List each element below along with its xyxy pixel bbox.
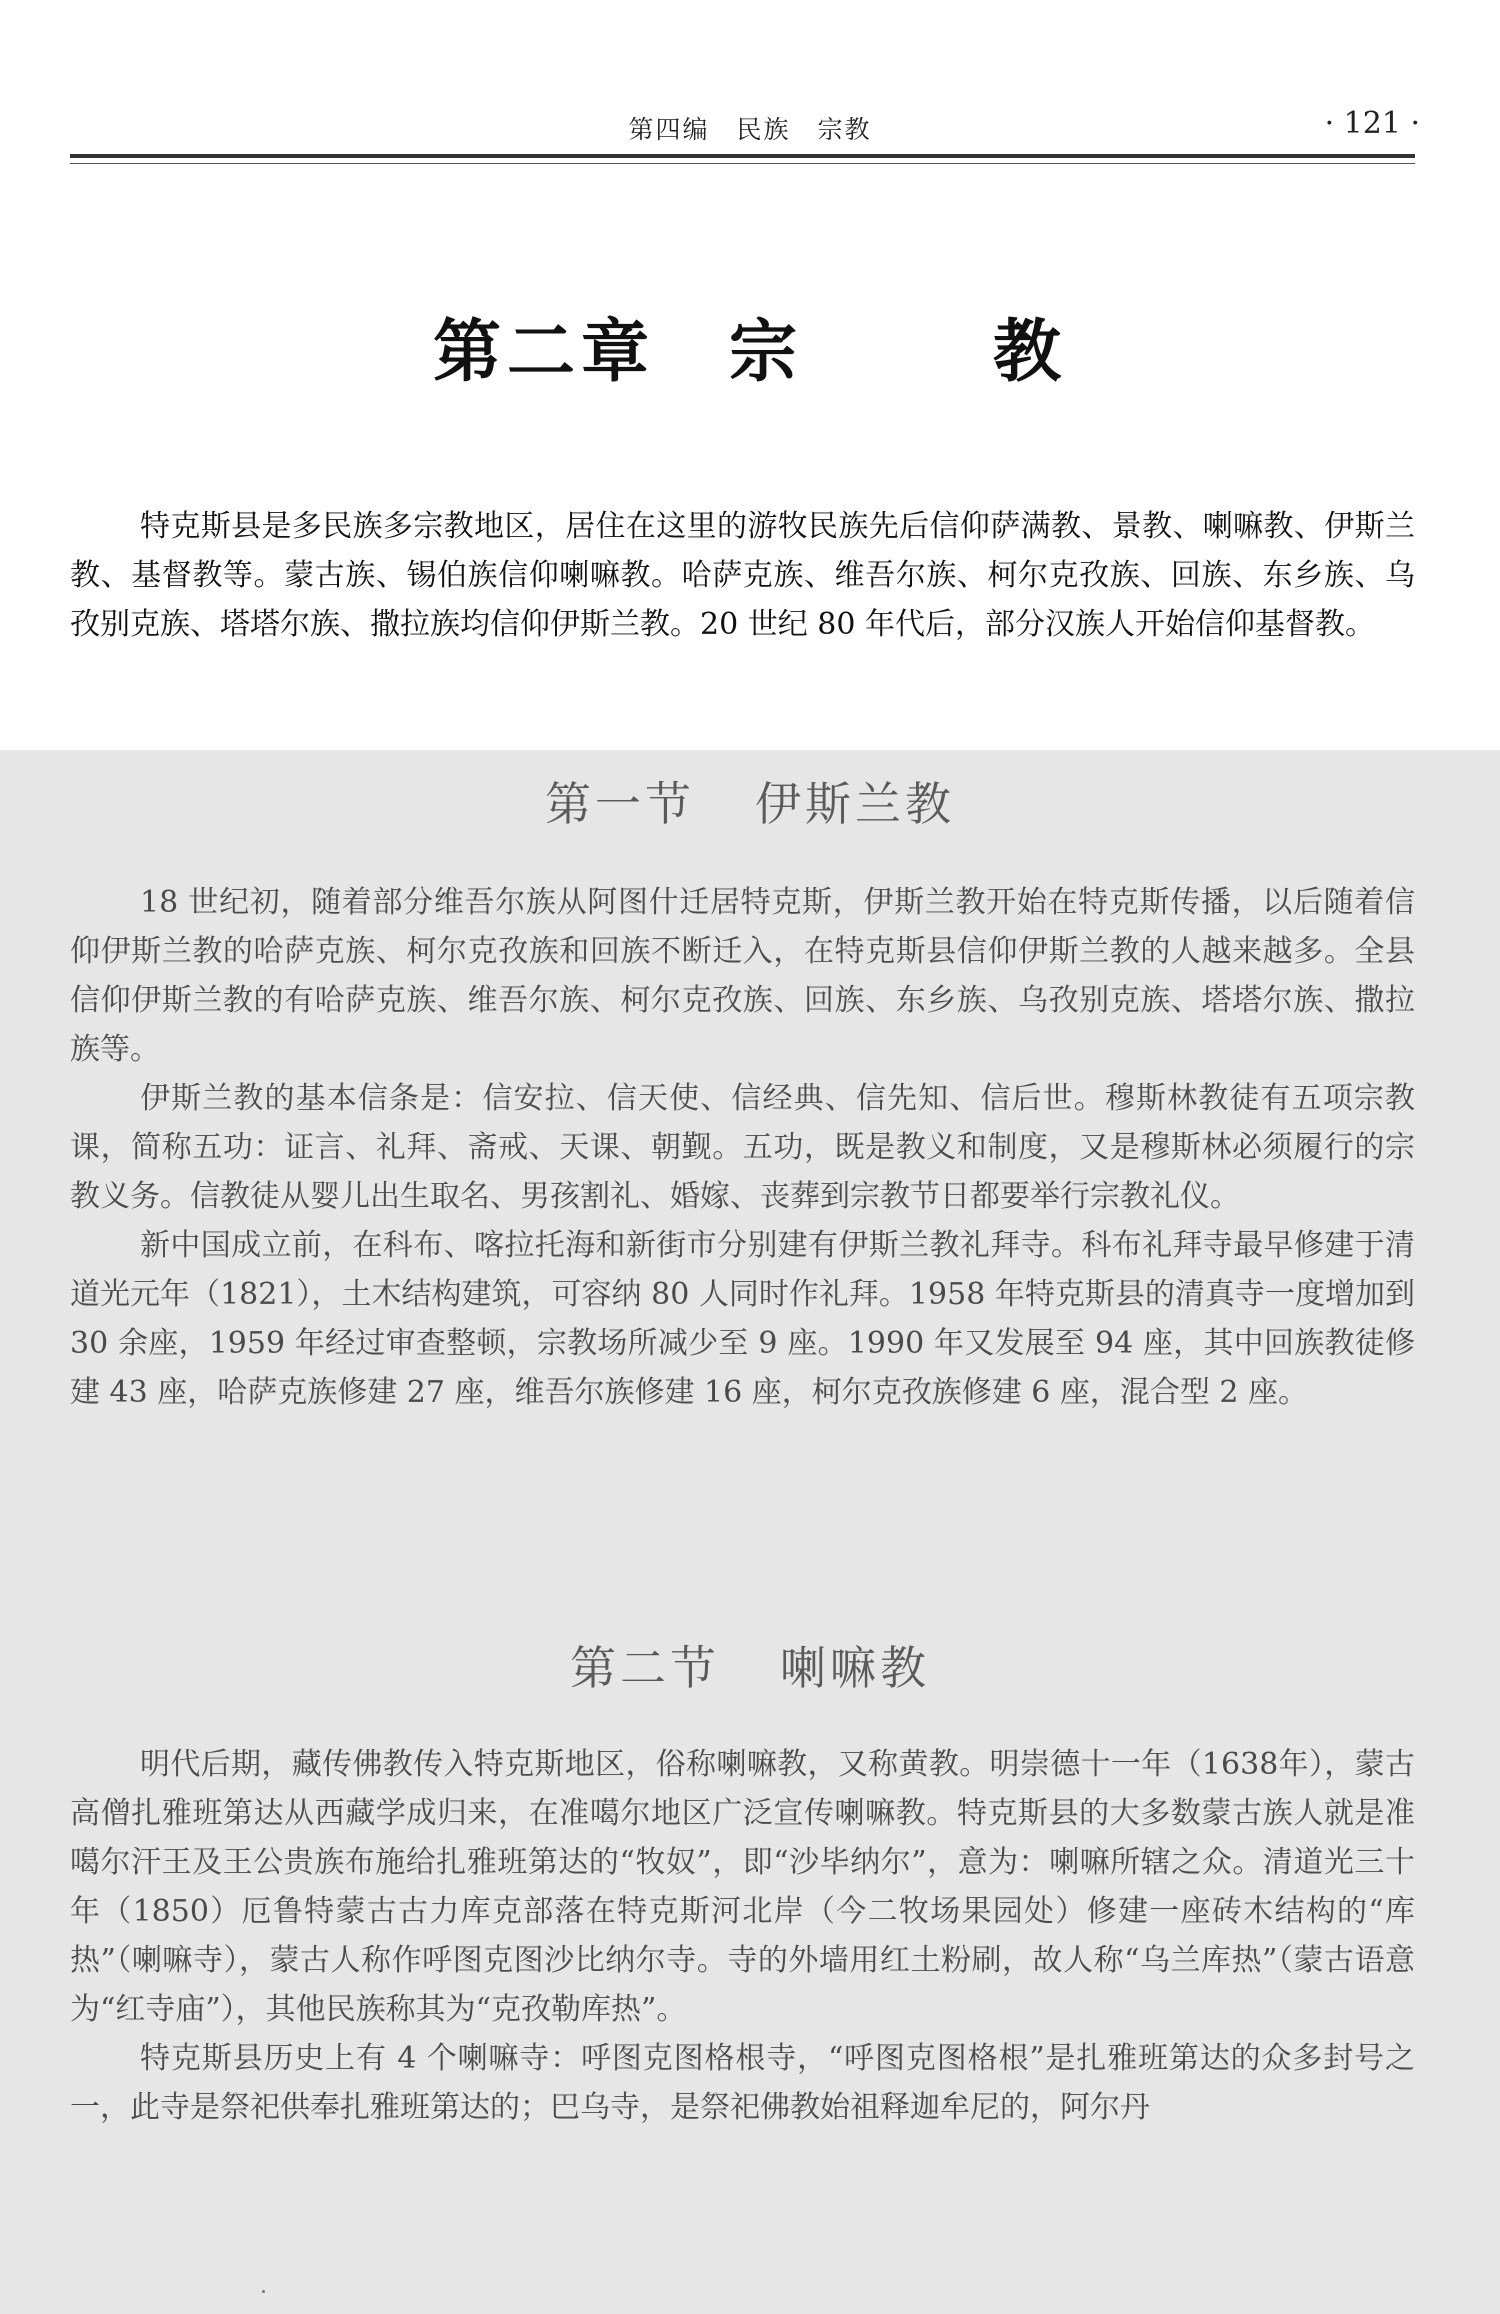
section-2-paragraph: 特克斯县历史上有 4 个喇嘛寺：呼图克图格根寺，“呼图克图格根”是扎雅班第达的众多封号之一，此寺是祭祀供奉扎雅班第达的；巴乌寺，是祭祀佛教始祖释迦牟尼的，阿尔丹 (70, 2041, 1415, 2125)
section-2-name: 喇嘛教 (780, 1641, 930, 1695)
section-2-title (0, 1632, 1500, 1698)
section-2-number: 第二节 (570, 1641, 720, 1695)
section-1-paragraph: 新中国成立前，在科布、喀拉托海和新街市分别建有伊斯兰教礼拜寺。科布礼拜寺最早修建于清道光元年（1821），土木结构建筑，可容纳 80 人同时作礼拜。1958 年特克斯县的清真寺一度增加到 30 余座，1959 年经过审查整顿，宗教场所减少至 9 座。1990 年又发展至 94 座，其中回族教徒修建 43 座，哈萨克族修建 27 座，维吾尔族修建 16 座，柯尔克孜族修建 6 座，混合型 2 座。 (70, 1228, 1415, 1410)
section-1-paragraph: 伊斯兰教的基本信条是：信安拉、信天使、信经典、信先知、信后世。穆斯林教徒有五项宗教课，简称五功：证言、礼拜、斋戒、天课、朝觐。五功，既是教义和制度，又是穆斯林必须履行的宗教义务。信教徒从婴儿出生取名、男孩割礼、婚嫁、丧葬到宗教节日都要举行宗教礼仪。 (70, 1081, 1415, 1214)
header-rule-thick (70, 154, 1415, 158)
running-header (0, 0, 1500, 160)
chapter-title-right: 教 (993, 313, 1068, 392)
scan-speck (262, 2290, 265, 2293)
chapter-title-left: 第二章 宗 (432, 313, 803, 392)
running-title: 第四编 民族 宗教 (628, 115, 872, 144)
chapter-title (0, 298, 1500, 395)
section-2-body (70, 1740, 1415, 2132)
section-1-body (70, 878, 1415, 1417)
section-2-paragraph: 明代后期，藏传佛教传入特克斯地区，俗称喇嘛教，又称黄教。明崇德十一年（1638年），蒙古高僧扎雅班第达从西藏学成归来，在准噶尔地区广泛宣传喇嘛教。特克斯县的大多数蒙古族人就是准噶尔汗王及王公贵族布施给扎雅班第达的“牧奴”，即“沙毕纳尔”，意为：喇嘛所辖之众。清道光三十年（1850）厄鲁特蒙古古力库克部落在特克斯河北岸（今二牧场果园处）修建一座砖木结构的“库热”（喇嘛寺），蒙古人称作呼图克图沙比纳尔寺。寺的外墙用红土粉刷，故人称“乌兰库热”（蒙古语意为“红寺庙”），其他民族称其为“克孜勒库热”。 (70, 1747, 1415, 2027)
section-1-number: 第一节 (545, 777, 695, 831)
page-number: · 121 · (1324, 106, 1420, 141)
header-rule-thin (70, 163, 1415, 164)
chapter-intro-paragraph: 特克斯县是多民族多宗教地区，居住在这里的游牧民族先后信仰萨满教、景教、喇嘛教、伊斯兰教、基督教等。蒙古族、锡伯族信仰喇嘛教。哈萨克族、维吾尔族、柯尔克孜族、回族、东乡族、乌孜别克族、塔塔尔族、撒拉族均信仰伊斯兰教。20 世纪 80 年代后，部分汉族人开始信仰基督教。 (70, 509, 1415, 642)
section-1-title (0, 768, 1500, 834)
section-1-name: 伊斯兰教 (755, 777, 955, 831)
section-1-paragraph: 18 世纪初，随着部分维吾尔族从阿图什迁居特克斯，伊斯兰教开始在特克斯传播，以后随着信仰伊斯兰教的哈萨克族、柯尔克孜族和回族不断迁入，在特克斯县信仰伊斯兰教的人越来越多。全县信仰伊斯兰教的有哈萨克族、维吾尔族、柯尔克孜族、回族、东乡族、乌孜别克族、塔塔尔族、撒拉族等。 (70, 885, 1415, 1067)
